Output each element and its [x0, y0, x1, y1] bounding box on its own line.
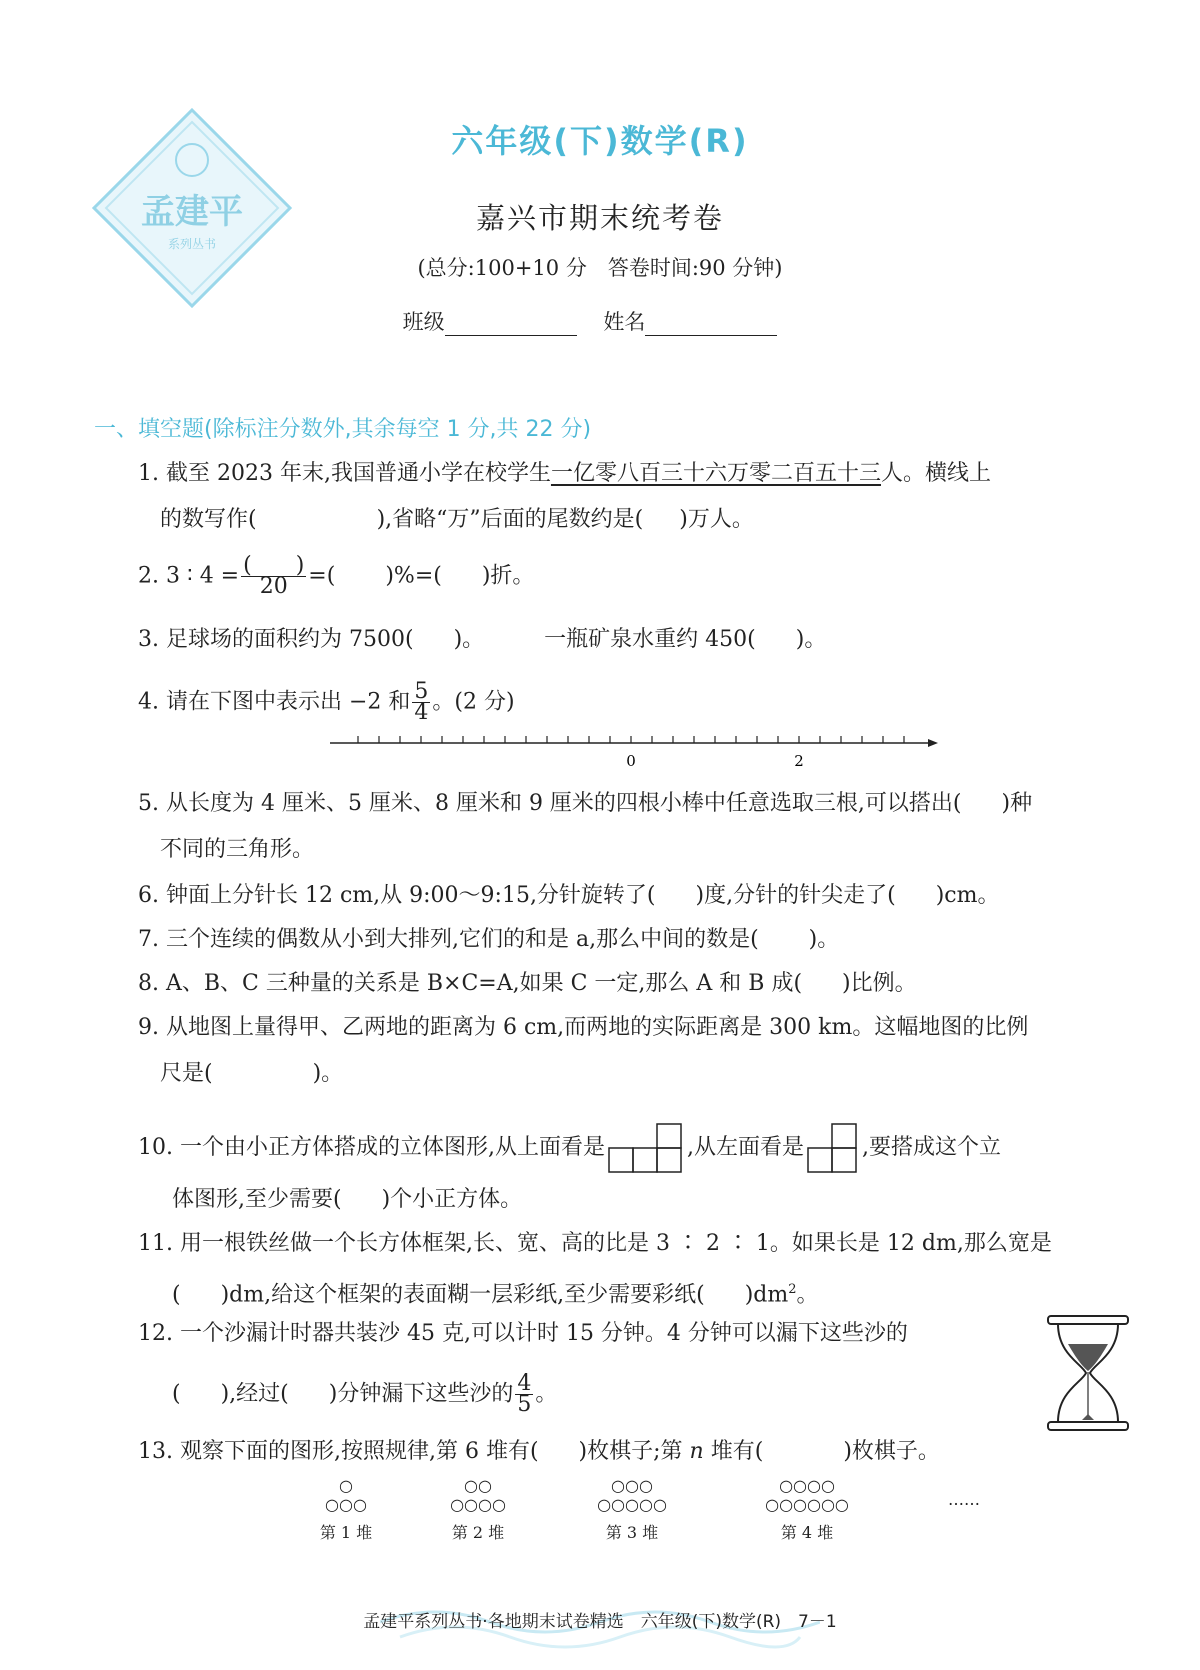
underlined-number: 一亿零八百三十六万零二百五十三 [550, 461, 881, 486]
pile-ellipsis: …… [948, 1490, 980, 1509]
question-10-line2: 体图形,至少需要( )个小正方体。 [172, 1187, 523, 1212]
pile-top-row: ○○○ [611, 1476, 653, 1495]
question-9-line1: 9. 从地图上量得甲、乙两地的距离为 6 cm,而两地的实际距离是 300 km。这幅地图的比例 [138, 1015, 1029, 1040]
question-3: 3. 足球场的面积约为 7500( )。 一瓶矿泉水重约 450( )。 [138, 627, 827, 652]
class-blank[interactable] [445, 313, 577, 336]
name-blank[interactable] [645, 313, 777, 336]
question-11-line1: 11. 用一根铁丝做一个长方体框架,长、宽、高的比是 3 ∶ 2 ∶ 1。如果长是 12 dm,那么宽是 [138, 1231, 1052, 1256]
question-1-line1: 1. 截至 2023 年末,我国普通小学在校学生一亿零八百三十六万零二百五十三人。横线上 [138, 461, 991, 486]
question-13: 13. 观察下面的图形,按照规律,第 6 堆有( )枚棋子;第 n 堆有( )枚棋子。 [138, 1439, 940, 1464]
name-label: 姓名 [603, 310, 646, 334]
pile-top-row: ○○○○ [779, 1476, 835, 1495]
pile-label: 第 2 堆 [451, 1523, 505, 1542]
pile-bottom-row: ○○○○○○ [765, 1495, 849, 1514]
question-1-line2: 的数写作( ),省略“万”后面的尾数约是( )万人。 [160, 507, 754, 532]
pile-bottom-row: ○○○ [325, 1495, 367, 1514]
fraction: $\frac{4}{5}$ [517, 1371, 532, 1417]
question-5-line2: 不同的三角形。 [160, 837, 315, 862]
fraction: $\frac{( )}{20}$ [243, 553, 305, 599]
pile-1 [296, 1476, 396, 1543]
paper-title: 六年级(下)数学(R) [451, 122, 749, 160]
tick-label-0: 0 [626, 752, 636, 768]
pile-2 [428, 1476, 528, 1543]
question-12-line1: 12. 一个沙漏计时器共装沙 45 克,可以计时 15 分钟。4 分钟可以漏下这些沙的 [138, 1321, 908, 1346]
pile-label: 第 1 堆 [319, 1523, 373, 1542]
top-view-icon [607, 1122, 685, 1174]
tick-label-2: 2 [794, 752, 804, 768]
question-2: 2. 3 ∶ 4 = $\frac{( )}{20}$ =( )%=( )折。 [138, 553, 535, 599]
paper-subtitle: 嘉兴市期末统考卷 [475, 201, 724, 235]
pile-3 [582, 1476, 682, 1543]
question-6: 6. 钟面上分针长 12 cm,从 9:00～9:15,分针旋转了( )度,分针的针尖走了( )cm。 [138, 883, 1000, 908]
logo-text: 孟建平 [141, 192, 243, 232]
pile-4 [752, 1476, 862, 1543]
pile-bottom-row: ○○○○ [450, 1495, 506, 1514]
pile-top-row: ○ [339, 1476, 353, 1495]
question-12-line2: ( ),经过( )分钟漏下这些沙的 $\frac{4}{5}$ 。 [172, 1371, 558, 1417]
left-view-icon [806, 1122, 860, 1174]
hourglass-icon [1046, 1314, 1130, 1432]
number-line[interactable] [330, 728, 940, 768]
pile-label: 第 4 堆 [780, 1523, 834, 1542]
student-info [0, 306, 1200, 336]
question-4: 4. 请在下图中表示出 −2 和 $\frac{5}{4}$ 。(2 分) [138, 679, 515, 725]
logo-subtext: 系列丛书 [167, 237, 217, 251]
pile-bottom-row: ○○○○○ [597, 1495, 667, 1514]
question-9-line2: 尺是( )。 [160, 1061, 344, 1086]
section-title: 一、填空题(除标注分数外,其余每空 1 分,共 22 分) [94, 417, 592, 442]
paper-meta: (总分:100+10 分 答卷时间:90 分钟) [417, 256, 783, 280]
pile-label: 第 3 堆 [605, 1523, 659, 1542]
question-7: 7. 三个连续的偶数从小到大排列,它们的和是 a,那么中间的数是( )。 [138, 927, 840, 952]
class-label: 班级 [402, 310, 445, 334]
question-8: 8. A、B、C 三种量的关系是 B×C=A,如果 C 一定,那么 A 和 B 成( )比例。 [138, 971, 917, 996]
question-10-line1: 10. 一个由小正方体搭成的立体图形,从上面看是 ,从左面看是 ,要搭成这个立 [138, 1122, 1001, 1174]
question-11-line2: ( )dm,给这个框架的表面糊一层彩纸,至少需要彩纸( )$dm^2$。 [172, 1282, 819, 1308]
pile-top-row: ○○ [464, 1476, 492, 1495]
question-5-line1: 5. 从长度为 4 厘米、5 厘米、8 厘米和 9 厘米的四根小棒中任意选取三根,可以搭出( )种 [138, 791, 1033, 816]
page-footer: 孟建平系列丛书·各地期末试卷精选 六年级(下)数学(R) 7－1 [363, 1612, 837, 1632]
fraction: $\frac{5}{4}$ [414, 679, 429, 725]
